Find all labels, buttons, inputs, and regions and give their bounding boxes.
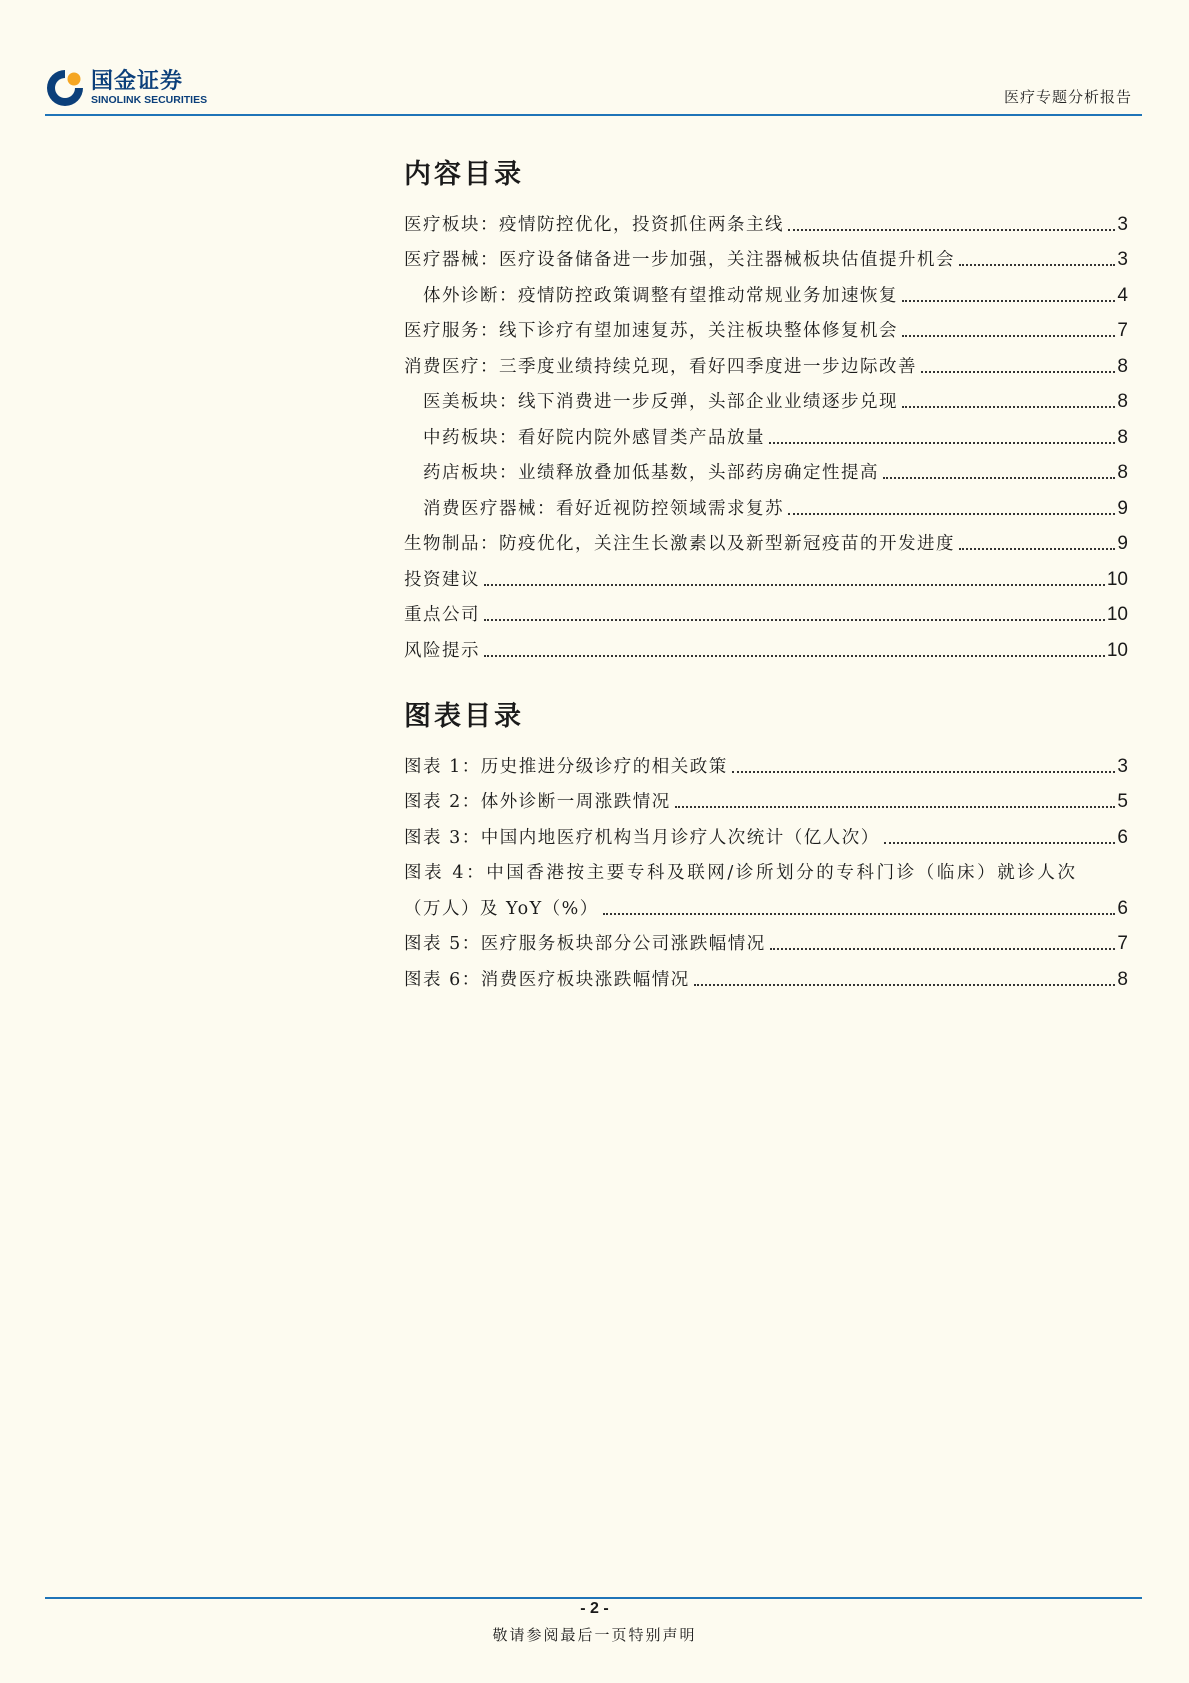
- dot-leader: [959, 263, 1115, 266]
- dot-leader: [484, 618, 1105, 621]
- dot-leader: [484, 654, 1105, 657]
- dot-leader: [732, 770, 1116, 773]
- dot-leader: [788, 228, 1115, 231]
- toc-subentry[interactable]: [404, 378, 1128, 414]
- toc-entry-label: 中药板块：看好院内院外感冒类产品放量: [423, 427, 765, 448]
- figure-entry-page: 6: [1117, 897, 1128, 919]
- toc-list: [404, 200, 1128, 662]
- dot-leader: [884, 841, 1116, 844]
- sinolink-logo-icon: [45, 68, 85, 108]
- toc-entry-label: 风险提示: [404, 640, 480, 661]
- toc-entry-label: 医疗板块：疫情防控优化，投资抓住两条主线: [404, 214, 784, 235]
- toc-title: 内容目录: [404, 159, 524, 190]
- toc-subentry[interactable]: [404, 484, 1128, 520]
- logo-english-name: SINOLINK SECURITIES: [91, 94, 208, 106]
- toc-entry[interactable]: [404, 591, 1128, 627]
- toc-entry-page: 10: [1106, 568, 1128, 590]
- toc-entry-label: 体外诊断：疫情防控政策调整有望推动常规业务加速恢复: [423, 285, 898, 306]
- toc-subentry[interactable]: [404, 271, 1128, 307]
- company-logo: [45, 68, 207, 108]
- figure-entry-page: 6: [1117, 826, 1128, 848]
- figure-entry[interactable]: [404, 920, 1128, 956]
- toc-entry-label: 消费医疗：三季度业绩持续兑现，看好四季度进一步边际改善: [404, 356, 917, 377]
- figure-list-title: 图表目录: [404, 701, 524, 732]
- toc-entry-page: 3: [1117, 213, 1128, 235]
- dot-leader: [788, 512, 1115, 515]
- toc-entry-label: 药店板块：业绩释放叠加低基数，头部药房确定性提高: [423, 463, 879, 483]
- figure-entry[interactable]: [404, 778, 1128, 814]
- figure-entry-label: 图表 5：医疗服务板块部分公司涨跌幅情况: [404, 934, 766, 954]
- figure-entry-line2[interactable]: [404, 884, 1128, 920]
- dot-leader: [769, 441, 1115, 444]
- figure-list-section: [404, 694, 1128, 991]
- toc-entry-label: 投资建议: [404, 569, 480, 590]
- toc-entry-page: 9: [1117, 533, 1128, 554]
- logo-chinese-name: 国金证券: [91, 69, 184, 94]
- toc-entry-page: 8: [1117, 426, 1128, 448]
- dot-leader: [770, 947, 1116, 950]
- toc-entry-label: 消费医疗器械：看好近视防控领域需求复苏: [423, 498, 784, 519]
- dot-leader: [484, 583, 1105, 586]
- dot-leader: [603, 912, 1116, 915]
- figure-entry-label: 图表 2：体外诊断一周涨跌情况: [404, 792, 671, 812]
- figure-entry-page: 7: [1117, 933, 1128, 954]
- toc-section: [404, 152, 1128, 662]
- toc-entry[interactable]: [404, 200, 1128, 236]
- toc-entry-label: 医疗器械：医疗设备储备进一步加强，关注器械板块估值提升机会: [404, 250, 955, 270]
- figure-entry[interactable]: [404, 955, 1128, 991]
- toc-entry[interactable]: [404, 520, 1128, 556]
- toc-entry[interactable]: [404, 626, 1128, 662]
- footer-disclaimer: 敬请参阅最后一页特别声明: [492, 1626, 697, 1644]
- toc-entry-label: 医美板块：线下消费进一步反弹，头部企业业绩逐步兑现: [423, 392, 898, 412]
- toc-entry-page: 3: [1117, 249, 1128, 270]
- dot-leader: [959, 547, 1115, 550]
- toc-entry-page: 7: [1117, 320, 1128, 341]
- toc-entry-label: 医疗服务：线下诊疗有望加速复苏，关注板块整体修复机会: [404, 321, 898, 341]
- toc-entry-page: 10: [1106, 604, 1128, 625]
- figure-entry[interactable]: [404, 742, 1128, 778]
- dot-leader: [902, 405, 1115, 408]
- figure-list: [404, 742, 1128, 991]
- figure-entry-page: 5: [1117, 791, 1128, 812]
- figure-entry-label: 图表 6：消费医疗板块涨跌幅情况: [404, 969, 690, 990]
- toc-entry[interactable]: [404, 236, 1128, 272]
- figure-entry-line1[interactable]: [404, 849, 1128, 885]
- dot-leader: [902, 334, 1115, 337]
- dot-leader: [902, 299, 1115, 302]
- toc-subentry[interactable]: [404, 413, 1128, 449]
- toc-entry-label: 生物制品：防疫优化，关注生长激素以及新型新冠疫苗的开发进度: [404, 534, 955, 554]
- figure-entry-label: 图表 4：中国香港按主要专科及联网/诊所划分的专科门诊（临床）就诊人次: [404, 863, 1078, 883]
- toc-entry-page: 8: [1117, 355, 1128, 377]
- footer-divider: [45, 1597, 1142, 1599]
- page-header: [45, 68, 1142, 116]
- toc-subentry[interactable]: [404, 449, 1128, 485]
- dot-leader: [921, 370, 1115, 373]
- figure-entry-label: （万人）及 YoY（%）: [404, 898, 599, 919]
- figure-entry-page: 8: [1117, 968, 1128, 990]
- dot-leader: [694, 983, 1116, 986]
- toc-entry-page: 10: [1106, 639, 1128, 661]
- figure-entry[interactable]: [404, 813, 1128, 849]
- toc-entry[interactable]: [404, 342, 1128, 378]
- toc-entry[interactable]: [404, 555, 1128, 591]
- page-number: - 2 -: [580, 1600, 609, 1617]
- toc-entry-page: 4: [1117, 284, 1128, 306]
- figure-entry-label: 图表 3：中国内地医疗机构当月诊疗人次统计（亿人次）: [404, 827, 880, 848]
- toc-entry-page: 9: [1117, 497, 1128, 519]
- dot-leader: [675, 805, 1116, 808]
- toc-entry-page: 8: [1117, 462, 1128, 483]
- figure-entry-label: 图表 1：历史推进分级诊疗的相关政策: [404, 756, 728, 777]
- header-divider: [45, 114, 1142, 116]
- toc-entry[interactable]: [404, 307, 1128, 343]
- dot-leader: [883, 476, 1115, 479]
- report-title: 医疗专题分析报告: [1003, 88, 1132, 106]
- toc-entry-page: 8: [1117, 391, 1128, 412]
- figure-entry-page: 3: [1117, 755, 1128, 777]
- toc-entry-label: 重点公司: [404, 605, 480, 625]
